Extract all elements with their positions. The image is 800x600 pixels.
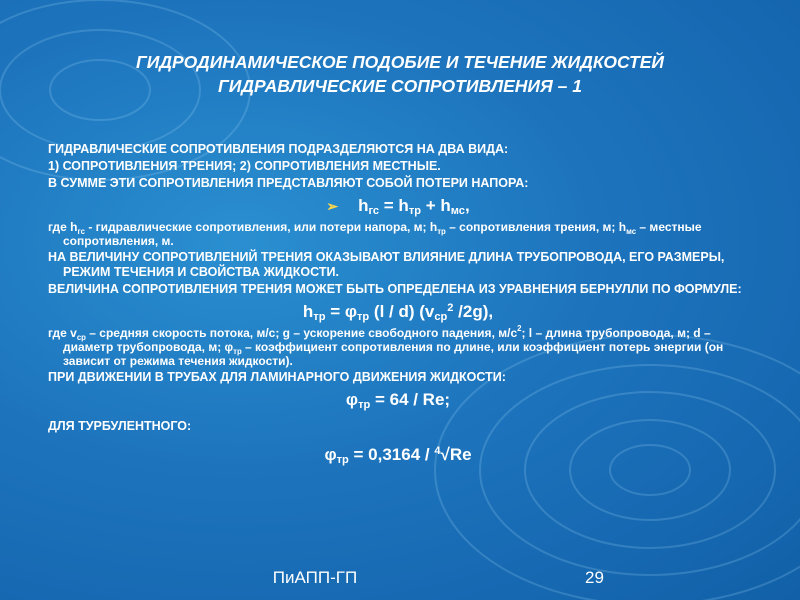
arrowhead-bullet-icon: ➢ [326, 198, 339, 214]
paragraph-turbulent: ДЛЯ ТУРБУЛЕНТНОГО: [48, 419, 192, 433]
formula-head-loss: ➢ $h_{гс} = h_{тр} + h_{мс}$, [326, 196, 470, 217]
formula-laminar: $\varphi_{тр} = 64 / Re$; [345, 390, 451, 411]
title-line-2: ГИДРАВЛИЧЕСКИЕ СОПРОТИВЛЕНИЯ – 1 [218, 76, 582, 96]
paragraph-laminar: ПРИ ДВИЖЕНИИ В ТРУБАХ ДЛЯ ЛАМИНАРНОГО ДВИЖЕНИЯ ЖИДКОСТИ: [48, 370, 506, 384]
formula-turbulent: $\varphi_{тр} = 0,3164 / ^4√Re$ [324, 445, 472, 466]
intro-paragraph-1: ГИДРАВЛИЧЕСКИЕ СОПРОТИВЛЕНИЯ ПОДРАЗДЕЛЯЮТСЯ НА ДВА ВИДА: [48, 142, 509, 156]
note-head-loss-definitions: где $h_{гс}$ - гидравлические сопротивления, или потери напора, м; $h_{тр}$ – сопротивления трения, м; $h_{мс}$ – местные сопротивления, м. [48, 220, 702, 248]
intro-paragraph-2: 1) СОПРОТИВЛЕНИЯ ТРЕНИЯ; 2) СОПРОТИВЛЕНИЯ МЕСТНЫЕ. [48, 159, 441, 173]
paragraph-friction-factors: НА ВЕЛИЧИНУ СОПРОТИВЛЕНИЙ ТРЕНИЯ ОКАЗЫВАЮТ ВЛИЯНИЕ ДЛИНА ТРУБОПРОВОДА, ЕГО РАЗМЕРЫ, РЕЖИМ ТЕЧЕНИЯ И СВОЙСТВА ЖИДКОСТИ. [48, 250, 725, 279]
slide-body [48, 140, 748, 469]
slide-number: 29 [585, 568, 604, 587]
paragraph-bernoulli: ВЕЛИЧИНА СОПРОТИВЛЕНИЯ ТРЕНИЯ МОЖЕТ БЫТЬ ОПРЕДЕЛЕНА ИЗ УРАВНЕНИЯ БЕРНУЛЛИ ПО ФОРМУЛЕ: [48, 282, 742, 296]
formula-friction-loss: $h_{тр} = \varphi_{тр}$ (l / d) ($v_{ср}^2$ /2g), [302, 302, 494, 323]
note-variable-definitions: где $v_{ср}$ – средняя скорость потока, м/с; g – ускорение свободного падения, $м/с^2$; l – длина трубопровода, м; d – диаметр трубопровода, м; $\varphi_{тр}$ – коэффициент сопротивления по длине, или коэффициент потерь энергии (он зависит от режима течения жидкости). [48, 324, 724, 368]
intro-paragraph-3: В СУММЕ ЭТИ СОПРОТИВЛЕНИЯ ПРЕДСТАВЛЯЮТ СОБОЙ ПОТЕРИ НАПОРА: [48, 176, 529, 190]
slide-title [0, 50, 800, 98]
title-line-1: ГИДРОДИНАМИЧЕСКОЕ ПОДОБИЕ И ТЕЧЕНИЕ ЖИДКОСТЕЙ [136, 52, 664, 72]
footer-course-label: ПиАПП-ГП [272, 568, 358, 587]
